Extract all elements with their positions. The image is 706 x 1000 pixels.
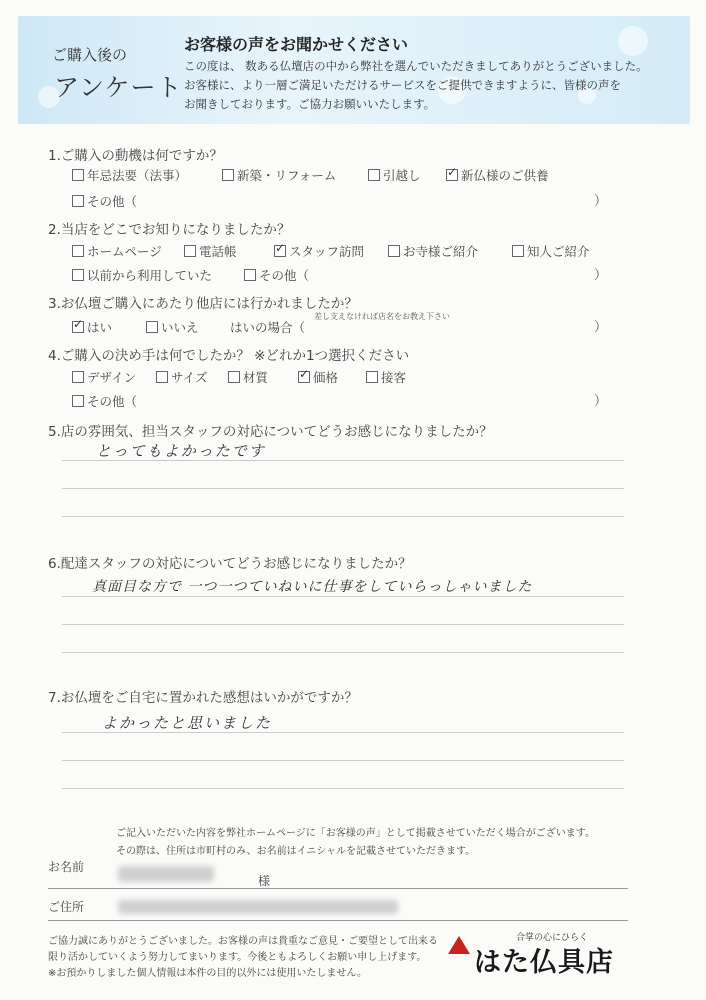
address-underline: [48, 920, 628, 921]
checkbox-icon[interactable]: [146, 321, 158, 333]
answer-line: [62, 596, 624, 597]
checkbox-icon[interactable]: [72, 195, 84, 207]
q3-small-note: 差し支えなければ店名をお教え下さい: [314, 312, 450, 321]
answer-line: [62, 788, 624, 789]
q4-option-3[interactable]: 材質: [228, 368, 268, 386]
checked-checkbox-icon[interactable]: [72, 321, 84, 333]
logo-mark-icon: [448, 936, 470, 954]
header-subtitle: ご購入後の: [52, 46, 128, 64]
question-6: 6.配達スタッフの対応についてどうお感じになりましたか？: [48, 556, 412, 572]
checkbox-icon[interactable]: [244, 269, 256, 281]
answer-line: [62, 488, 624, 489]
question-4: 4.ご購入の決め手は何でしたか？ ※どれか1つ選択ください: [48, 348, 410, 364]
question-2: 2.当店をどこでお知りになりましたか？: [48, 222, 291, 238]
sama-label: 様: [258, 874, 271, 888]
header-line-1: この度は、 数ある仏壇店の中から弊社を選んでいただきましてありがとうございました。: [184, 59, 648, 73]
header-title: お客様の声をお聞かせください: [184, 35, 409, 54]
answer-line: [62, 652, 624, 653]
q2-option-4[interactable]: お寺様ご紹介: [388, 242, 478, 260]
footer-note-2: その際は、住所は市町村のみ、お名前はイニシャルを記載させていただきます。: [116, 846, 476, 857]
q4-option-5[interactable]: 接客: [366, 368, 406, 386]
address-label: ご住所: [48, 900, 85, 914]
question-7: 7.お仏壇をご自宅に置かれた感想はいかがですか？: [48, 690, 358, 706]
checkbox-icon[interactable]: [72, 169, 84, 181]
q1-other[interactable]: その他（: [72, 192, 137, 210]
question-3: 3.お仏壇ご購入にあたり他店には行かれましたか？: [48, 296, 358, 312]
checkbox-icon[interactable]: [72, 371, 84, 383]
question-1: 1.ご購入の動機は何ですか？: [48, 148, 223, 164]
bottom-note-3: ※お預かりしました個人情報は本件の目的以外には使用いたしません。: [48, 968, 367, 979]
checkbox-icon[interactable]: [184, 245, 196, 257]
checked-checkbox-icon[interactable]: [274, 245, 286, 257]
checkbox-icon[interactable]: [388, 245, 400, 257]
header-main-title: アンケート: [54, 73, 183, 102]
answer-line: [62, 760, 624, 761]
q5-handwritten-answer: とってもよかったです: [96, 442, 266, 460]
close-paren: ）: [594, 320, 608, 335]
q2-other[interactable]: その他（: [244, 266, 309, 284]
bottom-note-2: 限り活かしていくよう努力してまいります。今後ともよろしくお願い申し上げます。: [48, 952, 427, 963]
q3-option-yes[interactable]: ✓ はい: [72, 318, 112, 336]
blurred-address: [118, 900, 398, 914]
answer-line: [62, 624, 624, 625]
checked-checkbox-icon[interactable]: [298, 371, 310, 383]
header-line-2: お客様に、より一層ご満足いただけるサービスをご提供できますように、皆様の声を: [184, 78, 621, 92]
footer-note-1: ご記入いただいた内容を弊社ホームページに「お客様の声」として掲載させていただく場合がございます。: [116, 828, 595, 839]
checkbox-icon[interactable]: [156, 371, 168, 383]
q1-option-3[interactable]: 引越し: [368, 166, 421, 184]
q2-option-1[interactable]: ホームページ: [72, 242, 162, 260]
q2-option-3[interactable]: ✓ スタッフ訪問: [274, 242, 364, 260]
checkbox-icon[interactable]: [228, 371, 240, 383]
q1-option-1[interactable]: 年忌法要（法事）: [72, 166, 187, 184]
bottom-note-1: ご協力誠にありがとうございました。お客様の声は貴重なご意見・ご要望として出来る: [48, 936, 438, 947]
logo-name: はた仏具店: [474, 947, 614, 978]
logo-tagline: 合掌の心にひらく: [516, 933, 589, 943]
q4-option-2[interactable]: サイズ: [156, 368, 208, 386]
q1-option-2[interactable]: 新築・リフォーム: [222, 166, 336, 184]
q4-other[interactable]: その他（: [72, 392, 137, 410]
checkbox-icon[interactable]: [72, 395, 84, 407]
q4-option-4[interactable]: ✓ 価格: [298, 368, 338, 386]
close-paren: ）: [594, 394, 608, 409]
checkbox-icon[interactable]: [72, 245, 84, 257]
q6-handwritten-answer: 真面目な方で 一つ一つていねいに仕事をしていらっしゃいました: [92, 579, 533, 595]
q4-option-1[interactable]: デザイン: [72, 368, 136, 386]
close-paren: ）: [594, 194, 608, 209]
name-label: お名前: [48, 860, 85, 874]
checkbox-icon[interactable]: [72, 269, 84, 281]
q3-yes-case-label: はいの場合（: [230, 320, 306, 335]
blurred-name: [118, 866, 214, 882]
header-line-3: お聞きしております。ご協力お願いいたします。: [184, 97, 436, 111]
q2-option-6[interactable]: 以前から利用していた: [72, 266, 212, 284]
checkbox-icon[interactable]: [512, 245, 524, 257]
q7-handwritten-answer: よかったと思いました: [102, 714, 273, 732]
question-5: 5.店の雰囲気、担当スタッフの対応についてどうお感じになりましたか？: [48, 424, 493, 440]
q2-option-5[interactable]: 知人ご紹介: [512, 242, 590, 260]
answer-line: [62, 516, 624, 517]
checkbox-icon[interactable]: [368, 169, 380, 181]
q3-option-no[interactable]: いいえ: [146, 318, 199, 336]
name-underline: [48, 888, 628, 889]
q2-option-2[interactable]: 電話帳: [184, 242, 237, 260]
q1-option-4[interactable]: ✓ 新仏様のご供養: [446, 166, 549, 184]
checkbox-icon[interactable]: [222, 169, 234, 181]
close-paren: ）: [594, 268, 608, 283]
checked-checkbox-icon[interactable]: [446, 169, 458, 181]
checkbox-icon[interactable]: [366, 371, 378, 383]
